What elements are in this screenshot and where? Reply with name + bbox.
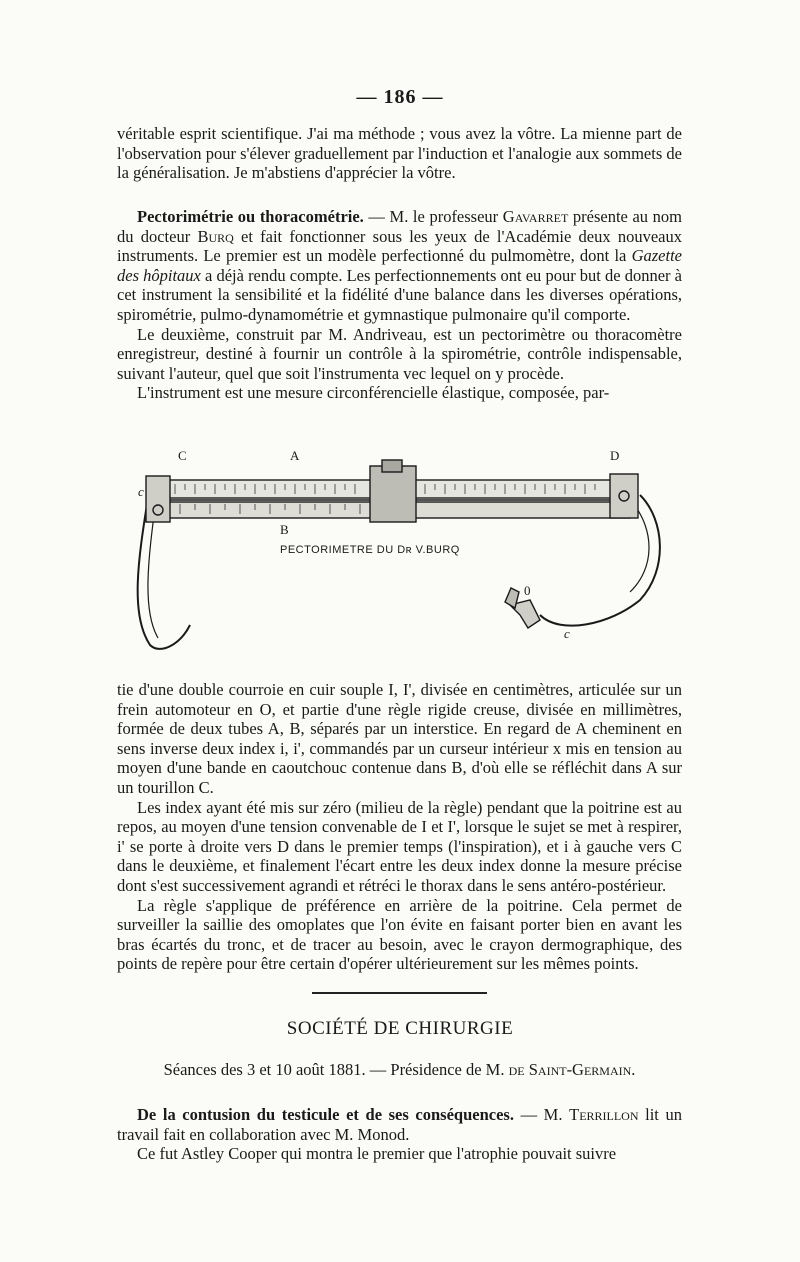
pectorimetrie-paragraph-4: tie d'une double courroie en cuir souple I, I', divisée en centimètres, articulée sur un frein automoteur en O, et partie d'une règle rigide creuse, divisée en millimètres, formée de deux tubes A, B, séparés par un interstice. En regard de A cheminent en sens inverse deux index i, i', commandés par un curseur intérieur x mis en tension au moyen d'une bande en caoutchouc contenue dans B, d'où elle se réfléchit dans A sur un tourillon C. <box>117 680 682 797</box>
chirurgie-p1-a: — M. <box>513 1105 570 1124</box>
pectorimetrie-paragraph-6: La règle s'applique de préférence en arrière de la poitrine. Cela permet de surveiller la saillie des omoplates que l'on évite en faisant porter bien en avant les bras écartés du tronc, et de tracer au besoin, avec le crayon dermographique, des points de repère pour être certain d'opérer ultérieurement sur les mêmes points. <box>117 895 682 974</box>
seances-line <box>117 1060 682 1080</box>
pectorimetrie-heading: Pectorimétrie ou thoracométrie. <box>137 207 364 226</box>
letter-b: B <box>280 522 289 537</box>
seances-text: Séances des 3 et 10 août 1881. — Présidence de M. <box>163 1060 509 1079</box>
chirurgie-section <box>117 1105 682 1164</box>
pectorimetrie-paragraph-2: Le deuxième, construit par M. Andriveau, est un pectorimètre ou thoracomètre enregistreur, destiné à fournir un contrôle à la spirométrie, contrôle indispensable, suivant l'auteur, quel que soit l'instrumenta vec lequel on y procède. <box>117 324 682 383</box>
pectorimetrie-section <box>117 207 682 403</box>
chirurgie-p1-b: lit un travail fait en collaboration avec M. Monod. <box>117 1105 682 1144</box>
author-gavarret: Gavarret <box>502 207 569 226</box>
engraving-label: PECTORIMETRE DU Dʀ V.BURQ <box>280 544 460 556</box>
pectorimetrie-paragraph-3: L'instrument est une mesure circonférencielle élastique, composée, par- <box>137 383 610 403</box>
pectorimetrie-p1-a: — M. le professeur <box>363 207 503 226</box>
pectorimetre-engraving <box>120 440 680 670</box>
letter-c-small: c <box>564 626 570 641</box>
opening-text: véritable esprit scientifique. J'ai ma méthode ; vous avez la vôtre. La mienne part de l'observation pour s'élever graduellement par l'induction et l'analogie aux sommets de la généralisation. Je m'abstiens d'apprécier la vôtre. <box>117 124 682 183</box>
letter-c-top: C <box>178 448 187 463</box>
president-name: de Saint-Germain. <box>508 1060 636 1079</box>
pectorimetrie-continued <box>117 680 682 974</box>
letter-a: A <box>290 448 300 463</box>
author-terrillon: Terrillon <box>569 1105 639 1124</box>
letter-c-side: c <box>138 484 144 499</box>
page-number: — 186 — <box>356 86 444 108</box>
pectorimetrie-paragraph-5: Les index ayant été mis sur zéro (milieu de la règle) pendant que la poitrine est au repos, au moyen d'une tension convenable de I et I', lorsque le sujet se met à respirer, i' se porte à droite vers D dans le premier temps (l'inspiration), et i à gauche vers C dans le deuxième, et finalement l'écart entre les deux index donne la mesure précise dont s'est successivement agrandi et rétréci le thorax dans le sens antéro-postérieur. <box>117 797 682 895</box>
chirurgie-paragraph-2: Ce fut Astley Cooper qui montra le premier que l'atrophie pouvait suivre <box>137 1144 617 1164</box>
section-title-chirurgie: SOCIÉTÉ DE CHIRURGIE <box>286 1018 514 1039</box>
letter-o: 0 <box>524 583 531 598</box>
pectorimetrie-p1-b: présente au nom du docteur <box>117 207 682 246</box>
pectorimetrie-p1-c: et fait fonctionner sous les yeux de l'Académie deux nouveaux instruments. Le premier est un modèle perfectionné du pulmomètre, dont la <box>117 226 682 266</box>
letter-d: D <box>610 448 620 463</box>
opening-paragraph <box>117 124 682 183</box>
pectorimetrie-paragraph-1 <box>117 207 682 325</box>
gazette-title: Gazette des hôpitaux <box>117 246 682 285</box>
section-divider <box>312 992 487 994</box>
pectorimetrie-p1-d: a déjà rendu compte. Les perfectionnements ont eu pour but de donner à cet instrument la sensibilité et la fidélité d'une balance dans les diverses opérations, spirométrie, pulmo-dynamométrie et gymnastique pulmonaire qu'il comporte. <box>117 265 682 324</box>
chirurgie-paragraph-1 <box>117 1105 682 1144</box>
chirurgie-heading: De la contusion du testicule et de ses conséquences. <box>137 1105 514 1124</box>
author-burq: Burq <box>197 226 234 246</box>
